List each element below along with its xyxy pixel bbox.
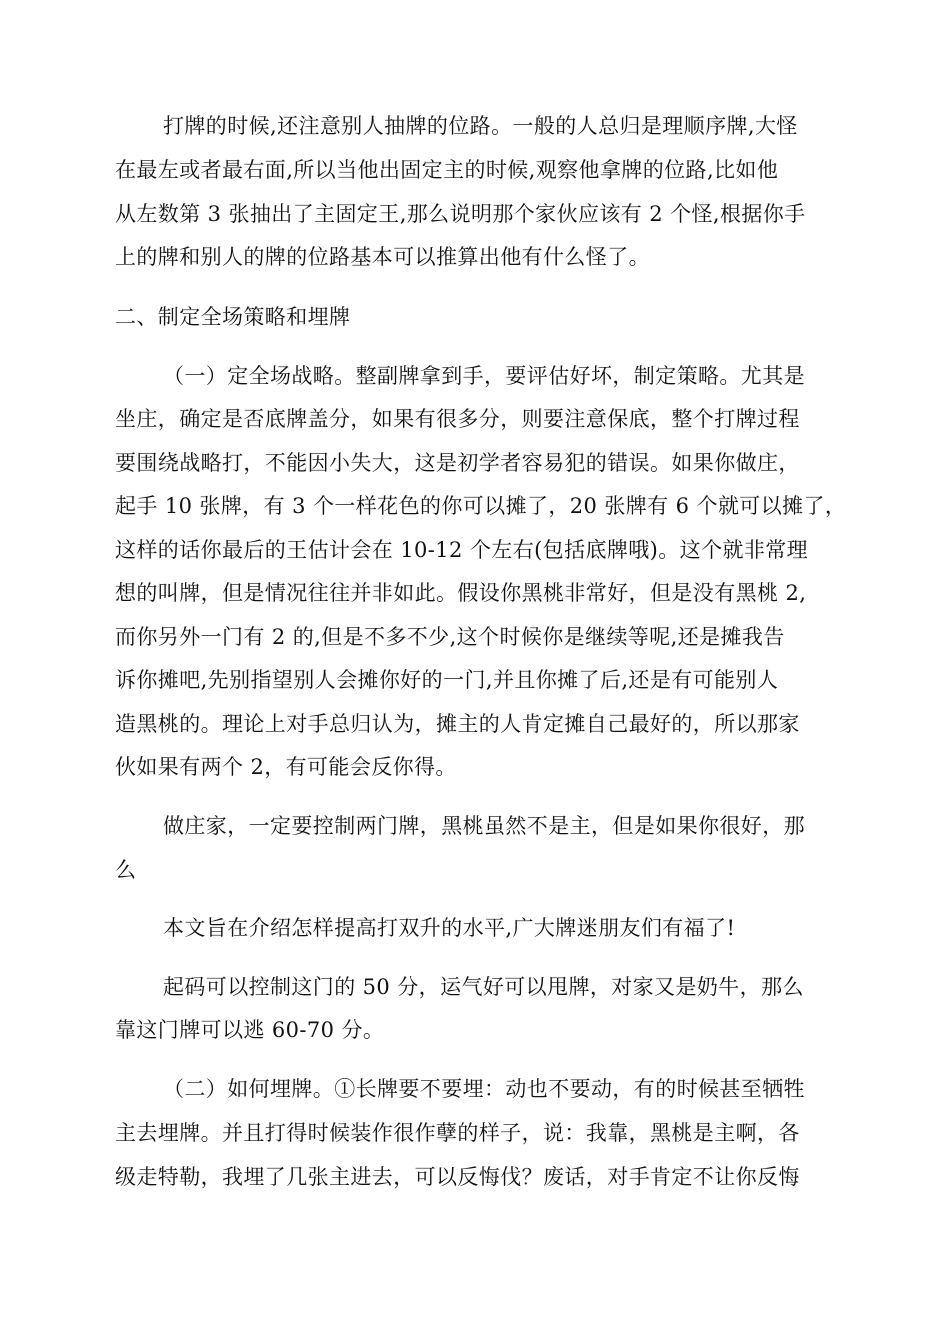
text-line: 起码可以控制这门的 50 分，运气好可以甩牌，对家又是奶牛，那么 — [163, 975, 804, 999]
text-line: 本文旨在介绍怎样提高打双升的水平,广大牌迷朋友们有福了! — [163, 916, 736, 940]
text-line: 上的牌和别人的牌的位路基本可以推算出他有什么怪了。 — [115, 245, 650, 269]
section-heading: 二、制定全场策略和埋牌 — [115, 305, 351, 329]
text-line: 级走特勒，我埋了几张主进去，可以反悔伐？废话，对手肯定不让你反悔 — [115, 1165, 800, 1189]
text-line: （二）如何埋牌。①长牌要不要埋：动也不要动，有的时候甚至牺牲 — [163, 1077, 805, 1101]
text-line: 造黑桃的。理论上对手总归认为，摊主的人肯定摊自己最好的，所以那家 — [115, 712, 800, 736]
text-line: 要围绕战略打，不能因小失大，这是初学者容易犯的错误。如果你做庄， — [115, 451, 800, 475]
text-line: 靠这门牌可以逃 60-70 分。 — [115, 1018, 385, 1042]
text-line: 伙如果有两个 2，有可能会反你得。 — [115, 755, 457, 779]
text-line: 诉你摊吧,先别指望别人会摊你好的一门,并且你摊了后,还是有可能别人 — [115, 668, 779, 692]
text-line: 么 — [115, 858, 137, 882]
text-line: 在最左或者最右面,所以当他出固定主的时候,观察他拿牌的位路,比如他 — [115, 158, 779, 182]
text-line: 这样的话你最后的王估计会在 10-12 个左右(包括底牌哦)。这个就非常理 — [115, 538, 809, 562]
text-line: 起手 10 张牌，有 3 个一样花色的你可以摊了，20 张牌有 6 个就可以摊了， — [115, 494, 847, 518]
text-line: 主去埋牌。并且打得时候装作很作孽的样子，说：我靠，黑桃是主啊，各 — [115, 1121, 800, 1145]
text-line: 想的叫牌，但是情况往往并非如此。假设你黑桃非常好，但是没有黑桃 2, — [115, 581, 807, 605]
text-line: （一）定全场战略。整副牌拿到手，要评估好坏，制定策略。尤其是 — [163, 364, 805, 388]
text-line: 坐庄，确定是否底牌盖分，如果有很多分，则要注意保底，整个打牌过程 — [115, 407, 800, 431]
text-line: 做庄家，一定要控制两门牌，黑桃虽然不是主，但是如果你很好，那 — [163, 814, 805, 838]
text-line: 从左数第 3 张抽出了主固定王,那么说明那个家伙应该有 2 个怪,根据你手 — [115, 202, 806, 226]
text-line: 而你另外一门有 2 的,但是不多不少,这个时候你是继续等呢,还是摊我告 — [115, 625, 785, 649]
text-line: 打牌的时候,还注意别人抽牌的位路。一般的人总归是理顺序牌,大怪 — [163, 114, 798, 138]
